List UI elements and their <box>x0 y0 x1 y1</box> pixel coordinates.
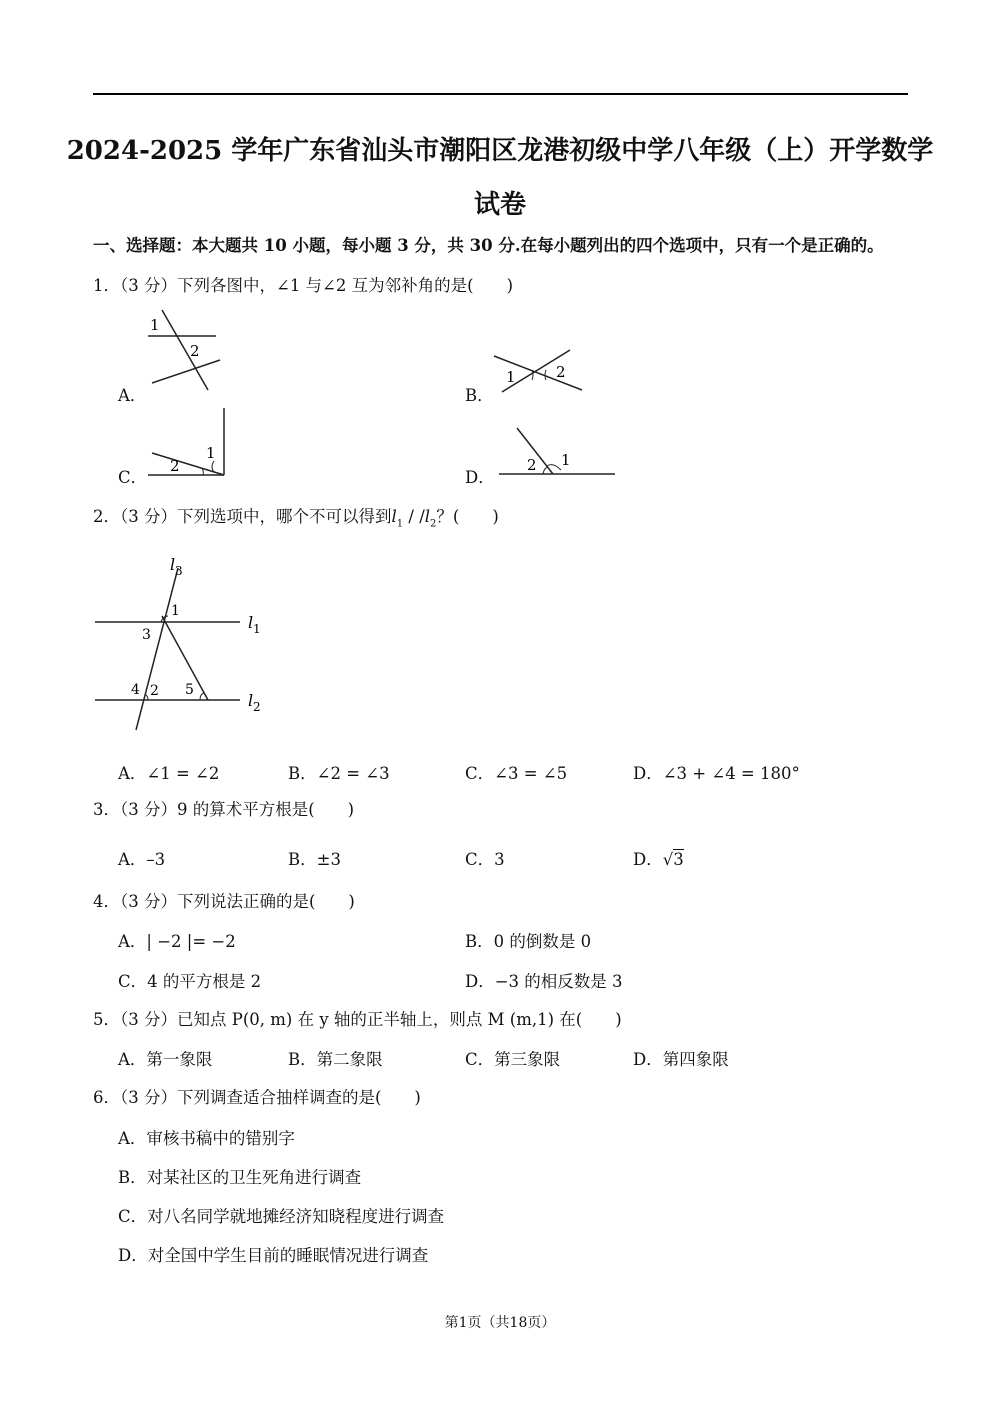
q2-fig-angle-3: 3 <box>142 627 151 643</box>
q2-fig-angle-4: 4 <box>131 682 140 698</box>
q6-option-a: A．审核书稿中的错别字 <box>118 1129 295 1148</box>
q5-option-b: B．第二象限 <box>288 1050 383 1069</box>
question-6-stem: 6．（3 分）下列调查适合抽样调查的是( ) <box>93 1088 421 1107</box>
q1-option-a: A． <box>118 386 147 405</box>
q2-fig-l2: l <box>248 691 254 710</box>
sqrt-icon: √ <box>662 850 674 869</box>
q3-option-a: A．–3 <box>118 850 166 869</box>
q2-option-b: B．∠2 = ∠3 <box>288 764 390 783</box>
q2-stem-sub1: 1 <box>396 518 404 530</box>
q1-figure-a <box>140 305 230 400</box>
q1-figure-d <box>495 420 620 480</box>
page-footer: 第1页（共18页） <box>444 1315 556 1331</box>
q6-option-b: B．对某社区的卫生死角进行调查 <box>118 1168 362 1187</box>
section-heading: 一、选择题：本大题共 10 小题，每小题 3 分，共 30 分.在每小题列出的四个选项中，只有一个是正确的。 <box>93 236 884 255</box>
q1b-angle-1-label: 1 <box>506 368 516 386</box>
question-5-stem: 5．（3 分）已知点 P(0, m) 在 y 轴的正半轴上，则点 M (m,1) 在( ) <box>93 1010 622 1029</box>
q5-option-d: D．第四象限 <box>633 1050 729 1069</box>
q2-fig-l3-sub: 3 <box>175 564 183 578</box>
question-2-stem <box>93 503 499 529</box>
q1d-angle-1-label: 1 <box>561 451 571 469</box>
q2-fig-l3: l <box>170 555 176 574</box>
q2-fig-angle-1: 1 <box>171 603 180 619</box>
header-rule <box>93 93 908 95</box>
q2-stem-l2: l <box>424 507 431 526</box>
q2-figure <box>90 540 275 740</box>
q1-option-b: B． <box>465 386 494 405</box>
q1-option-d: D． <box>465 468 495 487</box>
q1d-angle-2-label: 2 <box>527 456 537 474</box>
q2-stem-suffix: ？( ) <box>436 507 499 526</box>
q2-fig-l1: l <box>248 613 254 632</box>
q3-option-d-label: D． <box>633 850 663 869</box>
q2-option-c: C．∠3 = ∠5 <box>465 764 568 783</box>
q1-option-c: C． <box>118 468 148 487</box>
q2-stem-l1: l <box>391 507 397 526</box>
q1b-angle-2-label: 2 <box>556 363 566 381</box>
q2-fig-angle-5: 5 <box>185 682 194 698</box>
q4-option-c: C．4 的平方根是 2 <box>118 972 262 991</box>
q2-stem-sub2: 2 <box>430 518 437 530</box>
q1c-angle-1-label: 1 <box>206 444 216 462</box>
q4-option-d: D．−3 的相反数是 3 <box>465 972 623 991</box>
q4-option-a: A．| −2 |= −2 <box>118 932 236 951</box>
q3-option-d-radicand: 3 <box>673 850 684 869</box>
exam-title-line2: 试卷 <box>473 190 526 220</box>
q2-stem-sep: / / <box>403 507 425 526</box>
q1c-angle-2-label: 2 <box>170 457 180 475</box>
q2-option-a: A．∠1 = ∠2 <box>118 764 220 783</box>
q2-stem-prefix: 2．（3 分）下列选项中，哪个不可以得到 <box>93 507 392 526</box>
question-1-stem: 1．（3 分）下列各图中，∠1 与∠2 互为邻补角的是( ) <box>93 276 514 295</box>
q3-option-d <box>633 846 684 870</box>
q3-option-c: C．3 <box>465 850 505 869</box>
exam-title-line1: 2024-2025 学年广东省汕头市潮阳区龙港初级中学八年级（上）开学数学 <box>66 136 934 166</box>
question-4-stem: 4．（3 分）下列说法正确的是( ) <box>93 892 355 911</box>
q1a-angle-2-label: 2 <box>190 342 200 360</box>
q2-fig-l2-sub: 2 <box>253 700 261 714</box>
q6-option-c: C．对八名同学就地摊经济知晓程度进行调查 <box>118 1207 445 1226</box>
q5-option-a: A．第一象限 <box>118 1050 213 1069</box>
q2-fig-l1-sub: 1 <box>253 622 261 636</box>
q3-option-b: B．±3 <box>288 850 341 869</box>
q1-figure-c <box>140 405 235 480</box>
question-3-stem: 3．（3 分）9 的算术平方根是( ) <box>93 800 355 819</box>
q4-option-b: B．0 的倒数是 0 <box>465 932 592 951</box>
q1a-angle-1-label: 1 <box>150 316 160 334</box>
q2-fig-angle-2: 2 <box>150 683 159 699</box>
q2-option-d: D．∠3 + ∠4 = 180° <box>633 764 800 783</box>
q1-figure-b <box>488 340 588 400</box>
q5-option-c: C．第三象限 <box>465 1050 561 1069</box>
q6-option-d: D．对全国中学生目前的睡眠情况进行调查 <box>118 1246 429 1265</box>
